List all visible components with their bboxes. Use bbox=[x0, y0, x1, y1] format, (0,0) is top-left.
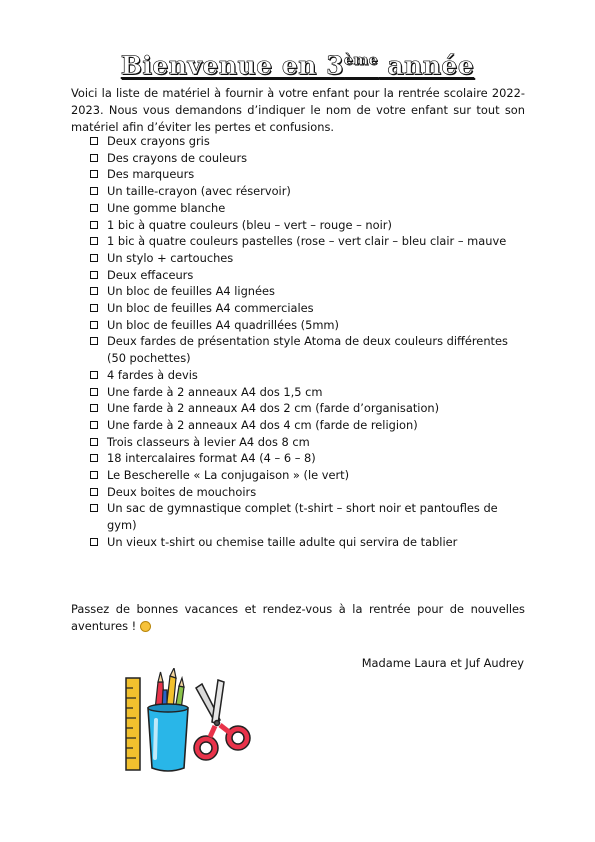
list-item bbox=[90, 133, 530, 150]
list-item bbox=[90, 417, 530, 434]
list-item-label: Deux crayons gris bbox=[107, 134, 210, 148]
page-title bbox=[0, 51, 595, 80]
list-item-label: Deux effaceurs bbox=[107, 267, 194, 282]
checkbox-icon bbox=[90, 538, 98, 546]
list-item bbox=[90, 150, 530, 167]
list-item-label: Des crayons de couleurs bbox=[107, 150, 248, 165]
list-item bbox=[90, 367, 530, 384]
list-item-label: Une gomme blanche bbox=[107, 200, 226, 215]
closing-text: Passez de bonnes vacances et rendez-vous à la rentrée pour de nouvelles aventures ! bbox=[71, 602, 525, 634]
checkbox-icon bbox=[90, 504, 98, 512]
title-prefix: Bienvenue en 3 bbox=[120, 50, 345, 80]
list-item bbox=[90, 183, 530, 200]
list-item bbox=[90, 217, 530, 234]
list-item bbox=[90, 484, 530, 501]
checkbox-icon bbox=[90, 154, 98, 162]
checkbox-icon bbox=[90, 170, 98, 178]
checkbox-icon bbox=[90, 287, 98, 295]
list-item-label: Le Bescherelle « La conjugaison » (le vert) bbox=[107, 468, 350, 483]
list-item-label: 4 fardes à devis bbox=[107, 367, 198, 382]
checkbox-icon bbox=[90, 221, 98, 229]
supply-list bbox=[90, 133, 530, 551]
checkbox-icon bbox=[90, 137, 98, 145]
checkbox-icon bbox=[90, 488, 98, 496]
checkbox-icon bbox=[90, 337, 98, 345]
checkbox-icon bbox=[90, 371, 98, 379]
list-item bbox=[90, 534, 530, 551]
list-item bbox=[90, 400, 530, 417]
list-item-label: Un bloc de feuilles A4 commerciales bbox=[107, 301, 314, 316]
checkbox-icon bbox=[90, 388, 98, 396]
list-item-label: Deux boites de mouchoirs bbox=[107, 484, 257, 499]
intro-paragraph: Voici la liste de matériel à fournir à votre enfant pour la rentrée scolaire 2022-2023. Nous vous demandons d’indiquer le nom de votre enfant sur tout son matériel afin d’éviter les pertes et confusions. bbox=[71, 86, 525, 135]
list-item-label: Un bloc de feuilles A4 lignées bbox=[107, 284, 275, 299]
title-suffix: année bbox=[378, 50, 475, 80]
list-item-label: Deux fardes de présentation style Atoma de deux couleurs différentes (50 pochettes) bbox=[107, 334, 508, 366]
checkbox-icon bbox=[90, 404, 98, 412]
smiley-icon bbox=[140, 621, 151, 632]
list-item-label: Une farde à 2 anneaux A4 dos 4 cm (farde de religion) bbox=[107, 417, 418, 432]
list-item bbox=[90, 434, 530, 451]
list-item bbox=[90, 166, 530, 183]
list-item bbox=[90, 384, 530, 401]
checkbox-icon bbox=[90, 237, 98, 245]
list-item-label: Trois classeurs à levier A4 dos 8 cm bbox=[107, 434, 310, 449]
signature: Madame Laura et Juf Audrey bbox=[361, 656, 524, 670]
checkbox-icon bbox=[90, 187, 98, 195]
list-item-label: 1 bic à quatre couleurs (bleu – vert – rouge – noir) bbox=[107, 217, 392, 232]
checkbox-icon bbox=[90, 454, 98, 462]
list-item bbox=[90, 300, 530, 317]
list-item-label: Des marqueurs bbox=[107, 167, 195, 182]
closing-paragraph bbox=[71, 601, 525, 635]
checkbox-icon bbox=[90, 438, 98, 446]
checkbox-icon bbox=[90, 254, 98, 262]
list-item-label: 18 intercalaires format A4 (4 – 6 – 8) bbox=[107, 451, 316, 466]
list-item-label: Une farde à 2 anneaux A4 dos 1,5 cm bbox=[107, 384, 323, 399]
checkbox-icon bbox=[90, 271, 98, 279]
list-item-label: Un sac de gymnastique complet (t-shirt – short noir et pantoufles de gym) bbox=[107, 501, 498, 533]
checkbox-icon bbox=[90, 471, 98, 479]
list-item-label: Une farde à 2 anneaux A4 dos 2 cm (farde d’organisation) bbox=[107, 401, 440, 416]
checkbox-icon bbox=[90, 321, 98, 329]
list-item bbox=[90, 450, 530, 467]
list-item bbox=[90, 467, 530, 484]
checkbox-icon bbox=[90, 204, 98, 212]
list-item-label: Un stylo + cartouches bbox=[107, 250, 234, 265]
list-item bbox=[90, 267, 530, 284]
list-item bbox=[90, 200, 530, 217]
list-item bbox=[90, 283, 530, 300]
checkbox-icon bbox=[90, 421, 98, 429]
title-superscript: ème bbox=[344, 52, 379, 69]
list-item bbox=[90, 333, 530, 366]
school-supplies-icon bbox=[122, 668, 262, 778]
list-item-label: Un vieux t-shirt ou chemise taille adulte qui servira de tablier bbox=[107, 534, 458, 549]
checkbox-icon bbox=[90, 304, 98, 312]
list-item bbox=[90, 317, 530, 334]
list-item-label: Un taille-crayon (avec réservoir) bbox=[107, 184, 291, 199]
list-item bbox=[90, 233, 530, 250]
list-item-label: Un bloc de feuilles A4 quadrillées (5mm) bbox=[107, 317, 339, 332]
list-item-label: 1 bic à quatre couleurs pastelles (rose – vert clair – bleu clair – mauve bbox=[107, 234, 507, 249]
list-item bbox=[90, 250, 530, 267]
list-item bbox=[90, 500, 530, 533]
